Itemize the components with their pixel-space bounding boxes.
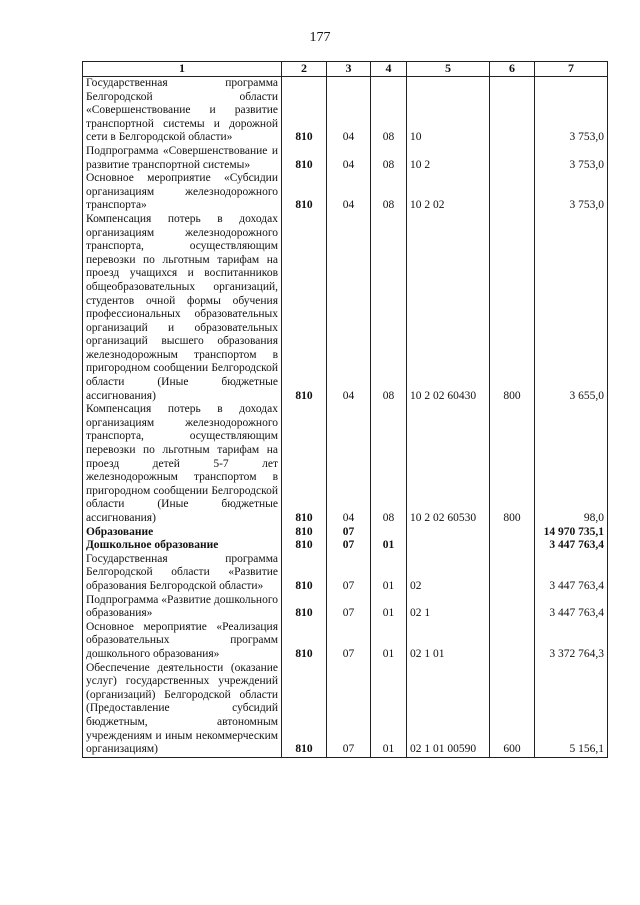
- row-value-cell-c6: [490, 539, 535, 553]
- column-header: 5: [407, 62, 490, 77]
- row-name-cell: Образование: [83, 526, 282, 540]
- row-value-cell-c4: 08: [371, 403, 407, 525]
- row-value-cell-c5: 10: [407, 77, 490, 145]
- row-value-cell-c4: 01: [371, 594, 407, 621]
- row-value-cell-c5: 10 2 02: [407, 172, 490, 213]
- budget-table: [82, 61, 608, 758]
- table-row: [83, 526, 608, 540]
- row-value-cell-c3: 04: [327, 172, 371, 213]
- row-name-cell: Государственная программа Белгородской области «Развитие образования Белгородской области»: [83, 553, 282, 594]
- row-value-cell-c6: [490, 526, 535, 540]
- table-row: [83, 662, 608, 758]
- table-row: [83, 145, 608, 172]
- row-value-cell-c2: 810: [282, 526, 327, 540]
- row-value-cell-c6: [490, 553, 535, 594]
- row-value-cell-c6: 600: [490, 662, 535, 758]
- table-row: [83, 539, 608, 553]
- row-value-cell-c6: 800: [490, 403, 535, 525]
- row-value-cell-c2: 810: [282, 594, 327, 621]
- row-value-cell-c3: 04: [327, 77, 371, 145]
- row-value-cell-c4: 01: [371, 621, 407, 662]
- row-value-cell-c7: 3 447 763,4: [535, 539, 608, 553]
- row-name-cell: Компенсация потерь в доходах организациям железнодорожного транспорта, осуществляющим перевозки по льготным тарифам на проезд детей 5-7 лет железнодорожным транспортом в пригородном сообщении Белгородской области (Иные бюджетные ассигнования): [83, 403, 282, 525]
- row-value-cell-c2: 810: [282, 145, 327, 172]
- table-row: [83, 594, 608, 621]
- row-value-cell-c3: 07: [327, 553, 371, 594]
- row-value-cell-c6: 800: [490, 213, 535, 403]
- row-value-cell-c3: 07: [327, 662, 371, 758]
- row-value-cell-c4: [371, 526, 407, 540]
- row-value-cell-c5: 10 2 02 60430: [407, 213, 490, 403]
- row-value-cell-c3: 07: [327, 594, 371, 621]
- table-row: [83, 77, 608, 145]
- table-row: [83, 172, 608, 213]
- row-value-cell-c3: 07: [327, 539, 371, 553]
- row-name-cell: Основное мероприятие «Субсидии организациям железнодорожного транспорта»: [83, 172, 282, 213]
- row-value-cell-c5: [407, 526, 490, 540]
- table-row: [83, 403, 608, 525]
- row-value-cell-c7: 3 447 763,4: [535, 594, 608, 621]
- table-header-row: [83, 62, 608, 77]
- row-value-cell-c5: 02: [407, 553, 490, 594]
- row-value-cell-c6: [490, 621, 535, 662]
- row-value-cell-c4: 01: [371, 539, 407, 553]
- row-value-cell-c7: 3 753,0: [535, 77, 608, 145]
- row-value-cell-c5: 10 2: [407, 145, 490, 172]
- column-header: 6: [490, 62, 535, 77]
- row-value-cell-c2: 810: [282, 553, 327, 594]
- row-value-cell-c5: 02 1 01 00590: [407, 662, 490, 758]
- row-value-cell-c4: 08: [371, 172, 407, 213]
- row-value-cell-c4: 01: [371, 662, 407, 758]
- row-name-cell: Подпрограмма «Совершенствование и развитие транспортной системы»: [83, 145, 282, 172]
- row-value-cell-c7: 3 447 763,4: [535, 553, 608, 594]
- row-value-cell-c2: 810: [282, 662, 327, 758]
- row-value-cell-c4: 08: [371, 213, 407, 403]
- table-row: [83, 553, 608, 594]
- row-value-cell-c7: 98,0: [535, 403, 608, 525]
- row-value-cell-c3: 07: [327, 526, 371, 540]
- row-name-cell: Основное мероприятие «Реализация образовательных программ дошкольного образования»: [83, 621, 282, 662]
- row-value-cell-c3: 04: [327, 403, 371, 525]
- row-value-cell-c5: 02 1: [407, 594, 490, 621]
- row-value-cell-c3: 07: [327, 621, 371, 662]
- row-value-cell-c3: 04: [327, 213, 371, 403]
- row-value-cell-c2: 810: [282, 403, 327, 525]
- column-header: 3: [327, 62, 371, 77]
- row-value-cell-c7: 5 156,1: [535, 662, 608, 758]
- column-header: 2: [282, 62, 327, 77]
- row-value-cell-c2: 810: [282, 539, 327, 553]
- row-value-cell-c2: 810: [282, 213, 327, 403]
- row-value-cell-c2: 810: [282, 77, 327, 145]
- row-value-cell-c5: 10 2 02 60530: [407, 403, 490, 525]
- row-value-cell-c2: 810: [282, 621, 327, 662]
- row-value-cell-c4: 01: [371, 553, 407, 594]
- row-value-cell-c6: [490, 172, 535, 213]
- row-value-cell-c6: [490, 145, 535, 172]
- row-value-cell-c3: 04: [327, 145, 371, 172]
- row-value-cell-c7: 3 372 764,3: [535, 621, 608, 662]
- row-value-cell-c7: 14 970 735,1: [535, 526, 608, 540]
- row-value-cell-c6: [490, 594, 535, 621]
- table-row: [83, 621, 608, 662]
- row-value-cell-c7: 3 753,0: [535, 145, 608, 172]
- row-value-cell-c4: 08: [371, 145, 407, 172]
- column-header: 4: [371, 62, 407, 77]
- row-name-cell: Государственная программа Белгородской области «Совершенствование и развитие транспортной системы и дорожной сети в Белгородской области»: [83, 77, 282, 145]
- row-value-cell-c5: 02 1 01: [407, 621, 490, 662]
- row-value-cell-c6: [490, 77, 535, 145]
- row-name-cell: Обеспечение деятельности (оказание услуг) государственных учреждений (организаций) Белгородской области (Предоставление субсидий бюджетным, автономным учреждениям и иным некоммерческим организациям): [83, 662, 282, 758]
- row-name-cell: Дошкольное образование: [83, 539, 282, 553]
- column-header: 7: [535, 62, 608, 77]
- row-name-cell: Подпрограмма «Развитие дошкольного образования»: [83, 594, 282, 621]
- row-value-cell-c7: 3 753,0: [535, 172, 608, 213]
- row-value-cell-c2: 810: [282, 172, 327, 213]
- table-row: [83, 213, 608, 403]
- page-number: 177: [309, 30, 331, 45]
- row-name-cell: Компенсация потерь в доходах организациям железнодорожного транспорта, осуществляющим перевозки по льготным тарифам на проезд учащихся и воспитанников общеобразовательных организаций, студентов очной формы обучения профессиональных образовательных организаций и образовательных организаций высшего образования железнодорожным транспортом в пригородном сообщении Белгородской области (Иные бюджетные ассигнования): [83, 213, 282, 403]
- row-value-cell-c7: 3 655,0: [535, 213, 608, 403]
- row-value-cell-c5: [407, 539, 490, 553]
- column-header: 1: [83, 62, 282, 77]
- row-value-cell-c4: 08: [371, 77, 407, 145]
